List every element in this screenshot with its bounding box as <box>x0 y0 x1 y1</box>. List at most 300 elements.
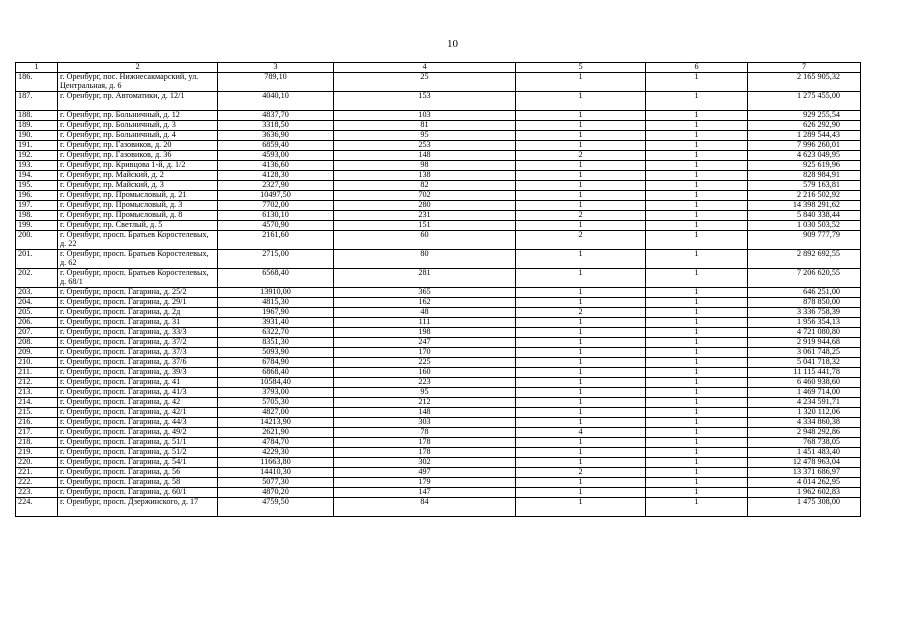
column-header: 7 <box>748 63 861 73</box>
table-cell: 201. <box>16 250 58 269</box>
table-cell: г. Оренбург, просп. Гагарина, д. 41/3 <box>58 388 218 398</box>
table-cell: 1 <box>646 221 748 231</box>
table-cell: 1 <box>646 191 748 201</box>
table-cell: 11 115 441,78 <box>748 368 861 378</box>
table-cell: 6784,90 <box>218 358 334 368</box>
table-cell: 147 <box>334 488 516 498</box>
table-cell: 2161,60 <box>218 231 334 250</box>
table-cell: 14213,90 <box>218 418 334 428</box>
column-header: 6 <box>646 63 748 73</box>
table-cell: 1 <box>516 298 646 308</box>
table-cell: 1 <box>646 478 748 488</box>
table-cell: г. Оренбург, просп. Братьев Коростелевых, д. 68/1 <box>58 269 218 288</box>
table-cell: 192. <box>16 151 58 161</box>
table-cell: г. Оренбург, пр. Больничный, д. 4 <box>58 131 218 141</box>
table-cell: г. Оренбург, просп. Гагарина, д. 39/3 <box>58 368 218 378</box>
table-cell: 2 919 944,68 <box>748 338 861 348</box>
table-row <box>16 288 861 298</box>
table-cell: 1 <box>646 111 748 121</box>
table-cell: 3931,40 <box>218 318 334 328</box>
table-cell: 84 <box>334 498 516 517</box>
table-cell: г. Оренбург, просп. Гагарина, д. 25/2 <box>58 288 218 298</box>
table-cell: 151 <box>334 221 516 231</box>
table-cell: 80 <box>334 250 516 269</box>
table-cell: 6322,70 <box>218 328 334 338</box>
table-cell: 2715,00 <box>218 250 334 269</box>
table-row <box>16 498 861 517</box>
table-row <box>16 201 861 211</box>
table-cell: 4759,50 <box>218 498 334 517</box>
table-cell: 1 <box>646 308 748 318</box>
table-cell: 148 <box>334 408 516 418</box>
table-cell: 4784,70 <box>218 438 334 448</box>
table-cell: 2327,90 <box>218 181 334 191</box>
table-cell: г. Оренбург, просп. Гагарина, д. 29/1 <box>58 298 218 308</box>
table-cell: 1 <box>646 428 748 438</box>
table-cell: 925 619,96 <box>748 161 861 171</box>
table-cell: 14410,30 <box>218 468 334 478</box>
table-cell: 1 <box>646 388 748 398</box>
table-cell: 4 623 049,95 <box>748 151 861 161</box>
table-cell: г. Оренбург, просп. Гагарина, д. 42/1 <box>58 408 218 418</box>
table-cell: 148 <box>334 151 516 161</box>
table-body <box>16 73 861 517</box>
table-cell: 205. <box>16 308 58 318</box>
table-cell: г. Оренбург, пр. Автоматики, д. 12/1 <box>58 92 218 111</box>
table-row <box>16 368 861 378</box>
table-cell: 2 216 502,92 <box>748 191 861 201</box>
table-cell: г. Оренбург, пр. Больничный, д. 3 <box>58 121 218 131</box>
table-row <box>16 408 861 418</box>
table-cell: г. Оренбург, просп. Гагарина, д. 31 <box>58 318 218 328</box>
table-row <box>16 298 861 308</box>
table-cell: 4 <box>516 428 646 438</box>
table-cell: 2 892 692,55 <box>748 250 861 269</box>
table-cell: 302 <box>334 458 516 468</box>
table-cell: 1 <box>646 161 748 171</box>
table-cell: 4128,30 <box>218 171 334 181</box>
table-cell: 4593,00 <box>218 151 334 161</box>
table-cell: 878 850,00 <box>748 298 861 308</box>
table-row <box>16 318 861 328</box>
table-cell: 1 <box>646 368 748 378</box>
table-cell: 1 <box>646 73 748 92</box>
table-header-row <box>16 63 861 73</box>
table-cell: 212. <box>16 378 58 388</box>
table-cell: 220. <box>16 458 58 468</box>
table-row <box>16 448 861 458</box>
table-cell: г. Оренбург, просп. Гагарина, д. 60/1 <box>58 488 218 498</box>
table-cell: г. Оренбург, просп. Гагарина, д. 33/3 <box>58 328 218 338</box>
table-cell: 1 <box>516 358 646 368</box>
table-cell: 1 <box>646 171 748 181</box>
table-cell: 1 030 503,52 <box>748 221 861 231</box>
table-row <box>16 211 861 221</box>
table-cell: 111 <box>334 318 516 328</box>
table-row <box>16 488 861 498</box>
table-cell: 13 371 686,97 <box>748 468 861 478</box>
table-cell: г. Оренбург, просп. Гагарина, д. 42 <box>58 398 218 408</box>
table-cell: 1 962 602,83 <box>748 488 861 498</box>
table-cell: 78 <box>334 428 516 438</box>
table-cell: г. Оренбург, просп. Гагарина, д. 2д <box>58 308 218 318</box>
table-cell: г. Оренбург, просп. Гагарина, д. 56 <box>58 468 218 478</box>
table-cell: 1 <box>516 328 646 338</box>
table-cell: 1 <box>516 121 646 131</box>
table-cell: 12 478 963,04 <box>748 458 861 468</box>
table-cell: 1 <box>646 438 748 448</box>
table-cell: 1 <box>646 328 748 338</box>
table-cell: 1 <box>516 448 646 458</box>
table-cell: 828 984,91 <box>748 171 861 181</box>
table-cell: 1 451 483,40 <box>748 448 861 458</box>
table-row <box>16 111 861 121</box>
table-cell: 1 <box>516 111 646 121</box>
table-cell: 6859,40 <box>218 141 334 151</box>
table-row <box>16 171 861 181</box>
table-cell: 1 <box>646 131 748 141</box>
table-cell: 208. <box>16 338 58 348</box>
table-cell: 1 <box>516 438 646 448</box>
table-row <box>16 348 861 358</box>
table-cell: 1 <box>516 288 646 298</box>
table-cell: 1 <box>646 141 748 151</box>
table-cell: 196. <box>16 191 58 201</box>
table-cell: г. Оренбург, пр. Газовиков, д. 20 <box>58 141 218 151</box>
table-cell: 2 <box>516 151 646 161</box>
table-cell: 188. <box>16 111 58 121</box>
table-row <box>16 468 861 478</box>
table-cell: 929 255,54 <box>748 111 861 121</box>
table-row <box>16 428 861 438</box>
table-cell: 365 <box>334 288 516 298</box>
table-cell: 216. <box>16 418 58 428</box>
table-cell: 1 <box>646 231 748 250</box>
table-cell: г. Оренбург, пр. Промысловый, д. 21 <box>58 191 218 201</box>
table-cell: 1 <box>516 388 646 398</box>
table-cell: 4040,10 <box>218 92 334 111</box>
table-cell: 95 <box>334 388 516 398</box>
column-header: 2 <box>58 63 218 73</box>
table-cell: 1 <box>646 448 748 458</box>
table-cell: 1 <box>646 498 748 517</box>
table-cell: 13910,00 <box>218 288 334 298</box>
table-cell: 1 <box>516 488 646 498</box>
table-cell: 4 014 262,95 <box>748 478 861 488</box>
table-cell: 8351,30 <box>218 338 334 348</box>
table-row <box>16 418 861 428</box>
table-cell: 224. <box>16 498 58 517</box>
table-cell: 1 <box>516 318 646 328</box>
table-cell: 211. <box>16 368 58 378</box>
table-cell: 1 <box>516 398 646 408</box>
table-cell: 3 336 758,39 <box>748 308 861 318</box>
table-cell: 95 <box>334 131 516 141</box>
table-cell: 4570,90 <box>218 221 334 231</box>
table-row <box>16 438 861 448</box>
table-cell: 1 <box>646 151 748 161</box>
table-cell: 3636,90 <box>218 131 334 141</box>
table-cell: 187. <box>16 92 58 111</box>
table-cell: 5705,30 <box>218 398 334 408</box>
table-cell: 1 <box>516 458 646 468</box>
table-row <box>16 231 861 250</box>
table-cell: 1 <box>516 201 646 211</box>
table-cell: 6568,40 <box>218 269 334 288</box>
table-row <box>16 141 861 151</box>
table-cell: 579 163,81 <box>748 181 861 191</box>
table-cell: 219. <box>16 448 58 458</box>
data-table <box>15 62 861 517</box>
table-cell: 5 840 338,44 <box>748 211 861 221</box>
table-cell: г. Оренбург, пос. Нижнесакмарский, ул. Центральная, д. 6 <box>58 73 218 92</box>
table-cell: 178 <box>334 448 516 458</box>
table-cell: 223 <box>334 378 516 388</box>
table-row <box>16 73 861 92</box>
table-cell: 213. <box>16 388 58 398</box>
table-row <box>16 121 861 131</box>
table-cell: 81 <box>334 121 516 131</box>
table-row <box>16 181 861 191</box>
table-cell: 1 <box>646 269 748 288</box>
table-cell: 1 956 354,13 <box>748 318 861 328</box>
table-cell: 195. <box>16 181 58 191</box>
column-header: 3 <box>218 63 334 73</box>
table-cell: 2 <box>516 211 646 221</box>
table-cell: 6 460 938,60 <box>748 378 861 388</box>
table-cell: 14 398 291,62 <box>748 201 861 211</box>
table-cell: 1 <box>646 418 748 428</box>
table-cell: 153 <box>334 92 516 111</box>
table-cell: 198 <box>334 328 516 338</box>
table-cell: 215. <box>16 408 58 418</box>
table-cell: 162 <box>334 298 516 308</box>
column-header: 1 <box>16 63 58 73</box>
table-cell: 25 <box>334 73 516 92</box>
table-cell: г. Оренбург, просп. Гагарина, д. 37/2 <box>58 338 218 348</box>
table-cell: 1 <box>516 378 646 388</box>
table-cell: 281 <box>334 269 516 288</box>
table-cell: 6868,40 <box>218 368 334 378</box>
table-row <box>16 131 861 141</box>
table-cell: 60 <box>334 231 516 250</box>
table-cell: 190. <box>16 131 58 141</box>
table-row <box>16 161 861 171</box>
table-cell: 1 <box>646 211 748 221</box>
table-cell: 5093,90 <box>218 348 334 358</box>
table-row <box>16 388 861 398</box>
table-cell: г. Оренбург, просп. Братьев Коростелевых, д. 22 <box>58 231 218 250</box>
table-row <box>16 92 861 111</box>
table-row <box>16 398 861 408</box>
table-cell: 178 <box>334 438 516 448</box>
table-cell: 1 <box>516 368 646 378</box>
table-cell: 194. <box>16 171 58 181</box>
table-cell: 303 <box>334 418 516 428</box>
table-cell: 1 <box>516 181 646 191</box>
table-cell: 5 041 718,32 <box>748 358 861 368</box>
table-cell: 4136,60 <box>218 161 334 171</box>
table-cell: 1 <box>646 201 748 211</box>
table-row <box>16 250 861 269</box>
table-cell: 214. <box>16 398 58 408</box>
table-cell: 646 251,00 <box>748 288 861 298</box>
table-cell: 1 <box>516 269 646 288</box>
table-cell: г. Оренбург, просп. Гагарина, д. 37/3 <box>58 348 218 358</box>
table-cell: 1 <box>516 141 646 151</box>
table-cell: 1 <box>516 131 646 141</box>
table-cell: г. Оренбург, пр. Промысловый, д. 8 <box>58 211 218 221</box>
table-row <box>16 308 861 318</box>
table-cell: 3318,50 <box>218 121 334 131</box>
table-cell: 1 <box>516 73 646 92</box>
table-cell: г. Оренбург, пр. Кривцова 1-й, д. 1/2 <box>58 161 218 171</box>
table-cell: г. Оренбург, пр. Промысловый, д. 3 <box>58 201 218 211</box>
table-cell: г. Оренбург, просп. Гагарина, д. 41 <box>58 378 218 388</box>
table-row <box>16 191 861 201</box>
table-cell: 222. <box>16 478 58 488</box>
table-cell: г. Оренбург, просп. Гагарина, д. 49/2 <box>58 428 218 438</box>
table-cell: 626 292,90 <box>748 121 861 131</box>
table-cell: 1 475 308,00 <box>748 498 861 517</box>
table-cell: 1 <box>646 181 748 191</box>
table-cell: 200. <box>16 231 58 250</box>
table-cell: 103 <box>334 111 516 121</box>
table-row <box>16 458 861 468</box>
table-cell: 82 <box>334 181 516 191</box>
table-cell: г. Оренбург, пр. Майский, д. 3 <box>58 181 218 191</box>
table-cell: 2 <box>516 231 646 250</box>
table-cell: 1 <box>646 458 748 468</box>
table-cell: 7 206 620,55 <box>748 269 861 288</box>
table-cell: 223. <box>16 488 58 498</box>
table-cell: 702 <box>334 191 516 201</box>
table-cell: 1 <box>516 161 646 171</box>
table-cell: 1 <box>516 221 646 231</box>
table-cell: 4 721 080,80 <box>748 328 861 338</box>
table-cell: г. Оренбург, просп. Гагарина, д. 37/6 <box>58 358 218 368</box>
table-cell: 160 <box>334 368 516 378</box>
table-cell: 1 <box>646 348 748 358</box>
table-cell: 4 234 591,71 <box>748 398 861 408</box>
table-cell: 186. <box>16 73 58 92</box>
table-cell: 1967,90 <box>218 308 334 318</box>
table-cell: 218. <box>16 438 58 448</box>
table-cell: г. Оренбург, пр. Больничный, д. 12 <box>58 111 218 121</box>
table-row <box>16 328 861 338</box>
table-cell: 1 <box>516 348 646 358</box>
table-cell: 1 <box>516 498 646 517</box>
table-cell: 1 <box>516 408 646 418</box>
table-cell: 202. <box>16 269 58 288</box>
table-cell: 225 <box>334 358 516 368</box>
table-cell: 2 948 292,86 <box>748 428 861 438</box>
table-cell: 207. <box>16 328 58 338</box>
table-row <box>16 478 861 488</box>
table-cell: 768 738,05 <box>748 438 861 448</box>
table-cell: 1 <box>646 338 748 348</box>
table-cell: 1 <box>516 338 646 348</box>
table-cell: 909 777,79 <box>748 231 861 250</box>
table-cell: 1 <box>646 121 748 131</box>
table-cell: 10584,40 <box>218 378 334 388</box>
table-cell: 189. <box>16 121 58 131</box>
table-cell: 2 <box>516 308 646 318</box>
table-row <box>16 151 861 161</box>
table-cell: 1 <box>646 250 748 269</box>
table-cell: 1 <box>516 478 646 488</box>
table-cell: 1 289 544,43 <box>748 131 861 141</box>
table-row <box>16 378 861 388</box>
table-cell: 6130,10 <box>218 211 334 221</box>
table-cell: 209. <box>16 348 58 358</box>
table-cell: 210. <box>16 358 58 368</box>
table-cell: 206. <box>16 318 58 328</box>
table-cell: 48 <box>334 308 516 318</box>
table-cell: 1 <box>646 468 748 478</box>
table-cell: 1 <box>646 378 748 388</box>
table-cell: г. Оренбург, просп. Гагарина, д. 44/3 <box>58 418 218 428</box>
table-cell: г. Оренбург, просп. Гагарина, д. 58 <box>58 478 218 488</box>
table-cell: 1 469 714,00 <box>748 388 861 398</box>
table-cell: 1 <box>646 288 748 298</box>
table-cell: г. Оренбург, просп. Дзержинского, д. 17 <box>58 498 218 517</box>
table-cell: 1 <box>516 171 646 181</box>
table-cell: 170 <box>334 348 516 358</box>
table-cell: 4 334 860,38 <box>748 418 861 428</box>
table-cell: 1 <box>646 408 748 418</box>
table-cell: 198. <box>16 211 58 221</box>
table-cell: 4229,30 <box>218 448 334 458</box>
table-cell: 1 <box>646 92 748 111</box>
page-number: 10 <box>447 38 458 50</box>
table-cell: 11663,80 <box>218 458 334 468</box>
table-cell: 212 <box>334 398 516 408</box>
column-header: 4 <box>334 63 516 73</box>
table-cell: 204. <box>16 298 58 308</box>
table-cell: 231 <box>334 211 516 221</box>
table-cell: 199. <box>16 221 58 231</box>
table-cell: 1 <box>516 250 646 269</box>
table-cell: 1 <box>646 358 748 368</box>
table-cell: 3793,00 <box>218 388 334 398</box>
table-row <box>16 221 861 231</box>
table-cell: г. Оренбург, просп. Братьев Коростелевых, д. 62 <box>58 250 218 269</box>
table-cell: 3 061 748,25 <box>748 348 861 358</box>
table-cell: г. Оренбург, просп. Гагарина, д. 54/1 <box>58 458 218 468</box>
table-cell: 1 <box>516 418 646 428</box>
table-cell: г. Оренбург, просп. Гагарина, д. 51/2 <box>58 448 218 458</box>
table-cell: 2621,90 <box>218 428 334 438</box>
table-row <box>16 338 861 348</box>
table-cell: 4827,00 <box>218 408 334 418</box>
table-cell: 1 <box>646 298 748 308</box>
table-cell: 4815,30 <box>218 298 334 308</box>
table-cell: 7702,00 <box>218 201 334 211</box>
table-cell: 1 <box>516 92 646 111</box>
table-cell: 247 <box>334 338 516 348</box>
table-cell: 789,10 <box>218 73 334 92</box>
table-row <box>16 358 861 368</box>
table-cell: 1 <box>646 488 748 498</box>
table-cell: 2 165 905,32 <box>748 73 861 92</box>
table-cell: г. Оренбург, пр. Майский, д. 2 <box>58 171 218 181</box>
table-cell: 1 <box>646 318 748 328</box>
table-cell: г. Оренбург, пр. Газовиков, д. 36 <box>58 151 218 161</box>
table-cell: 1 275 455,00 <box>748 92 861 111</box>
table-cell: 2 <box>516 468 646 478</box>
table-cell: 1 <box>646 398 748 408</box>
